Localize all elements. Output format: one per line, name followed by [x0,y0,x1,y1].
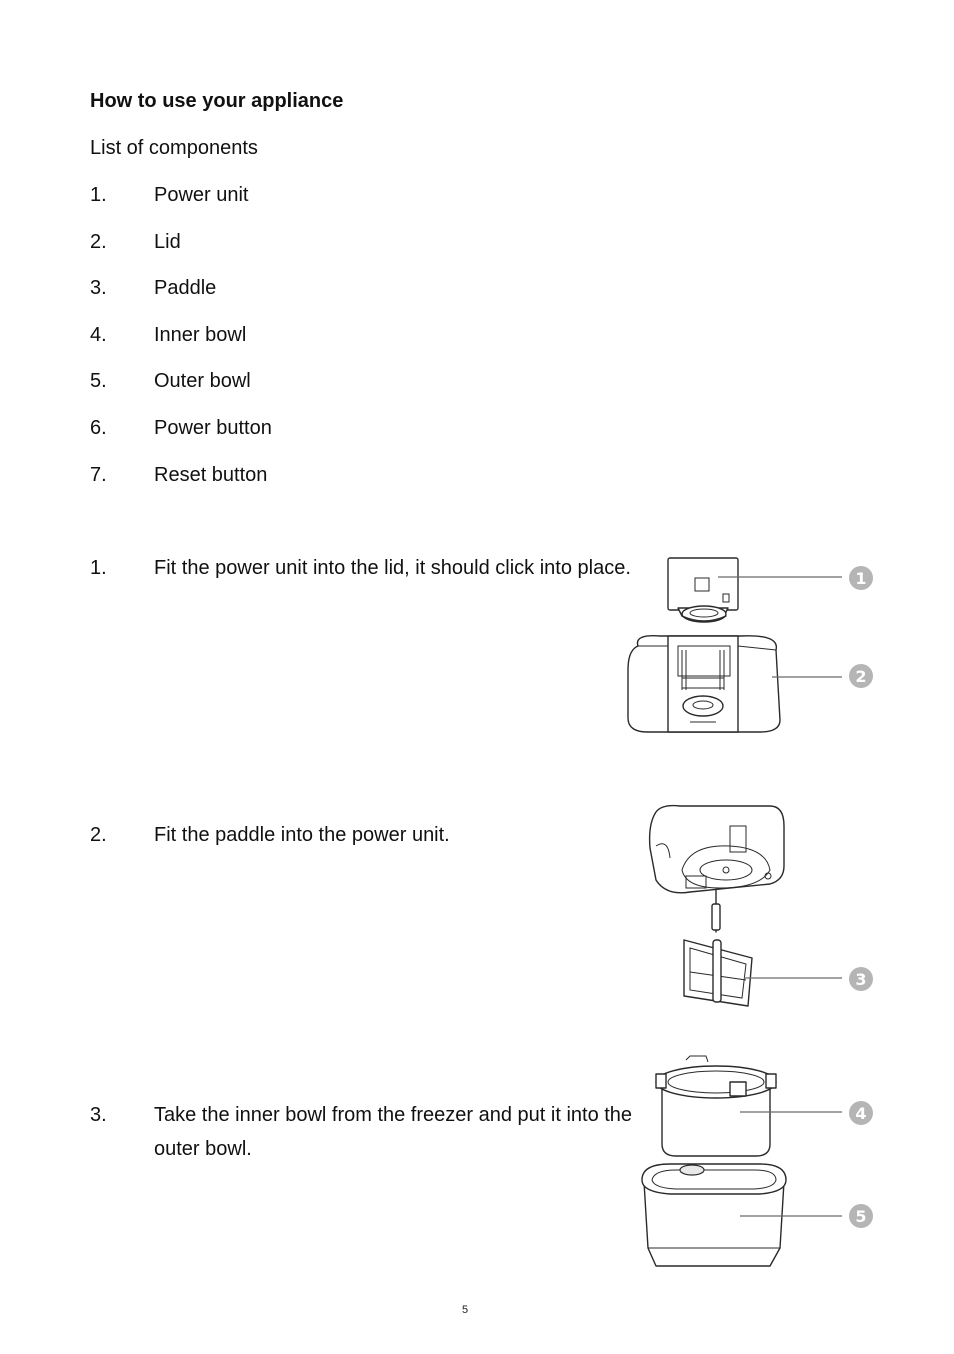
list-item-number: 6. [90,417,107,439]
list-item-label: Outer bowl [154,370,251,392]
list-item-number: 5. [90,370,107,392]
callout-number: 1 [855,569,867,588]
list-item-label: Inner bowl [154,324,247,346]
step-1 [0,551,640,631]
bowls-illustration [630,1052,880,1274]
outer-bowl-drawing [642,1164,786,1266]
list-item-number: 4. [90,324,107,346]
step-number: 2. [90,824,107,846]
step-number: 3. [90,1104,107,1126]
list-item-number: 2. [90,231,107,253]
shaft-drawing [712,890,720,932]
list-item-label: Lid [154,231,181,253]
list-item-number: 1. [90,184,107,206]
inner-bowl-drawing [656,1056,776,1156]
list-item [0,271,400,305]
step-text: Fit the paddle into the power unit. [154,824,450,846]
components-subheading: List of components [90,137,258,159]
page-number: 5 [461,1304,469,1316]
callout-badge [849,566,873,590]
step-3 [0,1098,640,1178]
callout-number: 4 [855,1104,867,1123]
callout-badge [849,967,873,991]
list-item-label: Paddle [154,277,217,299]
lid-drawing [628,636,780,732]
step-text: Take the inner bowl from the freezer and put it into the outer bowl. [154,1104,633,1160]
callout-badge [849,1204,873,1228]
paddle-drawing [684,940,752,1006]
page-heading: How to use your appliance [90,90,344,112]
power-unit-drawing [668,558,738,622]
callout-badge [849,1101,873,1125]
list-item [0,178,400,212]
callout-badge [849,664,873,688]
list-item [0,411,400,445]
list-item [0,318,400,352]
list-item [0,458,400,492]
callout-number: 3 [855,970,867,989]
list-item [0,225,400,259]
step-number: 1. [90,557,107,579]
callout-number: 2 [855,667,867,686]
list-item-label: Power unit [154,184,249,206]
step-text: Fit the power unit into the lid, it should click into place. [154,557,631,579]
callout-number: 5 [855,1207,867,1226]
list-item-label: Power button [154,417,272,439]
list-item [0,364,400,398]
paddle-illustration [620,800,880,1015]
list-item-label: Reset button [154,464,268,486]
power-unit-drawing [650,806,784,893]
power-unit-lid-illustration [620,550,880,740]
list-item-number: 3. [90,277,107,299]
step-2 [0,818,640,858]
list-item-number: 7. [90,464,107,486]
